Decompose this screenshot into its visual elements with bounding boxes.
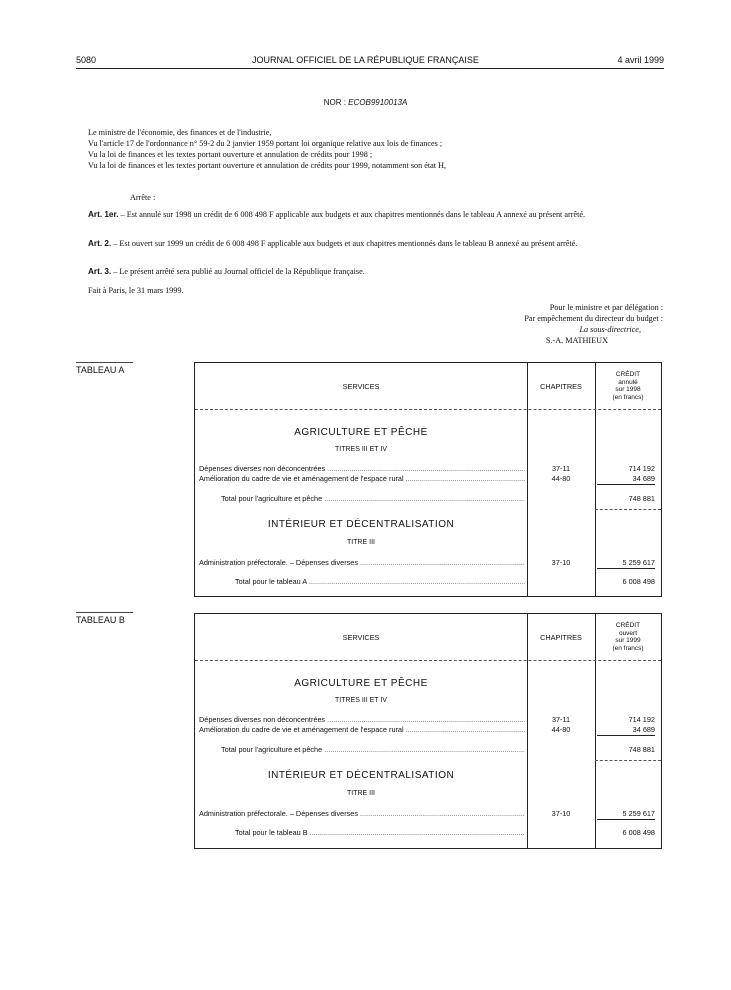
table-row-label: Amélioration du cadre de vie et aménagement de l'espace rural ..... xyxy=(199,725,525,734)
arrete-heading: Arrête : xyxy=(130,193,156,202)
article-label: Art. 2. xyxy=(88,239,112,248)
signature-line: Par empêchement du directeur du budget : xyxy=(524,314,663,323)
article-1 xyxy=(88,209,664,220)
preamble-line: Vu la loi de finances et les textes portant ouverture et annulation de crédits pour 1998 ; xyxy=(88,150,373,159)
col-services: SERVICES xyxy=(342,382,380,391)
table-row-label: Administration préfectorale. – Dépenses diverses ..... xyxy=(199,558,525,567)
column-divider xyxy=(527,614,528,848)
article-3 xyxy=(88,266,664,277)
total-amount: 6 008 498 xyxy=(622,577,655,586)
col-credit-line: CRÉDIT xyxy=(615,371,641,378)
col-chapitres: CHAPITRES xyxy=(540,382,582,391)
header-rule xyxy=(76,68,664,69)
table-row-chapitre: 44-80 xyxy=(551,725,571,734)
column-divider xyxy=(527,363,528,596)
table-row-chapitre: 37-11 xyxy=(551,464,571,473)
table-row-chapitre: 37-11 xyxy=(551,715,571,724)
section-subtitle: TITRES III ET IV xyxy=(335,446,387,453)
page-number: 5080 xyxy=(76,55,97,65)
preamble-line: Le ministre de l'économie, des finances et de l'industrie, xyxy=(88,128,272,137)
section-title: INTÉRIEUR ET DÉCENTRALISATION xyxy=(267,770,455,781)
section-title: INTÉRIEUR ET DÉCENTRALISATION xyxy=(267,519,455,530)
subtotal-rule xyxy=(597,484,655,485)
col-credit-line: sur 1998 xyxy=(615,386,641,393)
col-credit-line: (en francs) xyxy=(612,644,644,652)
col-chapitres: CHAPITRES xyxy=(540,633,582,642)
col-credit-line: CRÉDIT xyxy=(615,622,641,629)
subtotal-rule xyxy=(597,819,655,820)
preamble-line: Vu la loi de finances et les textes portant ouverture et annulation de crédits pour 1999, notamment son état H, xyxy=(88,161,447,170)
tableau-a-label: TABLEAU A xyxy=(76,362,133,375)
total-amount: 748 881 xyxy=(628,494,655,503)
fait-a-paris: Fait à Paris, le 31 mars 1999. xyxy=(88,286,184,295)
signature-line: La sous-directrice, xyxy=(579,325,641,334)
signature-block xyxy=(363,302,663,346)
col-credit-line: (en francs) xyxy=(612,393,644,401)
subtotal-rule xyxy=(597,735,655,736)
table-row-amount: 34 689 xyxy=(632,725,655,734)
section-rule xyxy=(595,760,661,761)
table-row-label: Dépenses diverses non déconcentrées ..... xyxy=(199,464,525,473)
table-row-chapitre: 37-10 xyxy=(551,809,571,818)
header-divider xyxy=(195,660,661,661)
table-row-label: Administration préfectorale. – Dépenses diverses ..... xyxy=(199,809,525,818)
article-label: Art. 1er. xyxy=(88,210,119,219)
col-credit-line: sur 1999 xyxy=(615,637,641,644)
subtotal-rule xyxy=(597,568,655,569)
article-text: – Est ouvert sur 1999 un crédit de 6 008 498 F applicable aux budgets et aux chapitres mentionnés dans le tableau B annexé au présent arrêté. xyxy=(113,239,578,248)
table-row-amount: 34 689 xyxy=(632,474,655,483)
total-label: Total pour le tableau A ..... xyxy=(235,577,525,586)
tableau-a xyxy=(194,362,662,597)
table-row-label: Amélioration du cadre de vie et aménagement de l'espace rural ..... xyxy=(199,474,525,483)
preamble-line: Vu l'article 17 de l'ordonnance n° 59-2 du 2 janvier 1959 portant loi organique relative aux lois de finances ; xyxy=(88,139,443,148)
total-label: Total pour le tableau B ..... xyxy=(235,828,525,837)
section-rule xyxy=(595,509,661,510)
section-subtitle: TITRE III xyxy=(347,539,375,546)
signature-name: S.-A. MATHIEUX xyxy=(545,336,608,345)
total-label: Total pour l'agriculture et pêche ..... xyxy=(221,745,525,754)
section-title: AGRICULTURE ET PÊCHE xyxy=(294,678,428,689)
col-credit-line: annulé xyxy=(618,378,638,386)
total-amount: 6 008 498 xyxy=(622,828,655,837)
section-subtitle: TITRES III ET IV xyxy=(335,697,387,704)
preamble xyxy=(88,127,664,171)
total-amount: 748 881 xyxy=(628,745,655,754)
tableau-b xyxy=(194,613,662,849)
signature-line: Pour le ministre et par délégation : xyxy=(549,303,663,312)
section-title: AGRICULTURE ET PÊCHE xyxy=(294,427,428,438)
tableau-b-label: TABLEAU B xyxy=(76,612,133,625)
col-services: SERVICES xyxy=(342,633,380,642)
col-credit xyxy=(595,622,661,652)
nor-label: NOR : xyxy=(323,98,346,107)
nor-code: ECOB9910013A xyxy=(348,98,408,107)
article-text: – Est annulé sur 1998 un crédit de 6 008 498 F applicable aux budgets et aux chapitres mentionnés dans le tableau A annexé au présent arrêté. xyxy=(120,210,586,219)
table-row-amount: 714 192 xyxy=(628,715,655,724)
col-credit xyxy=(595,371,661,401)
article-2 xyxy=(88,238,664,249)
article-label: Art. 3. xyxy=(88,267,112,276)
nor-reference xyxy=(0,98,731,107)
col-credit-line: ouvert xyxy=(618,629,638,637)
total-label: Total pour l'agriculture et pêche ..... xyxy=(221,494,525,503)
table-row-label: Dépenses diverses non déconcentrées ..... xyxy=(199,715,525,724)
table-row-chapitre: 44-80 xyxy=(551,474,571,483)
table-row-amount: 5 259 617 xyxy=(622,809,655,818)
issue-date: 4 avril 1999 xyxy=(617,55,664,65)
table-row-amount: 5 259 617 xyxy=(622,558,655,567)
article-text: – Le présent arrêté sera publié au Journal officiel de la République française. xyxy=(113,267,365,276)
table-row-amount: 714 192 xyxy=(628,464,655,473)
header-divider xyxy=(195,409,661,410)
table-row-chapitre: 37-10 xyxy=(551,558,571,567)
section-subtitle: TITRE III xyxy=(347,790,375,797)
journal-title: JOURNAL OFFICIEL DE LA RÉPUBLIQUE FRANÇAISE xyxy=(252,55,479,65)
